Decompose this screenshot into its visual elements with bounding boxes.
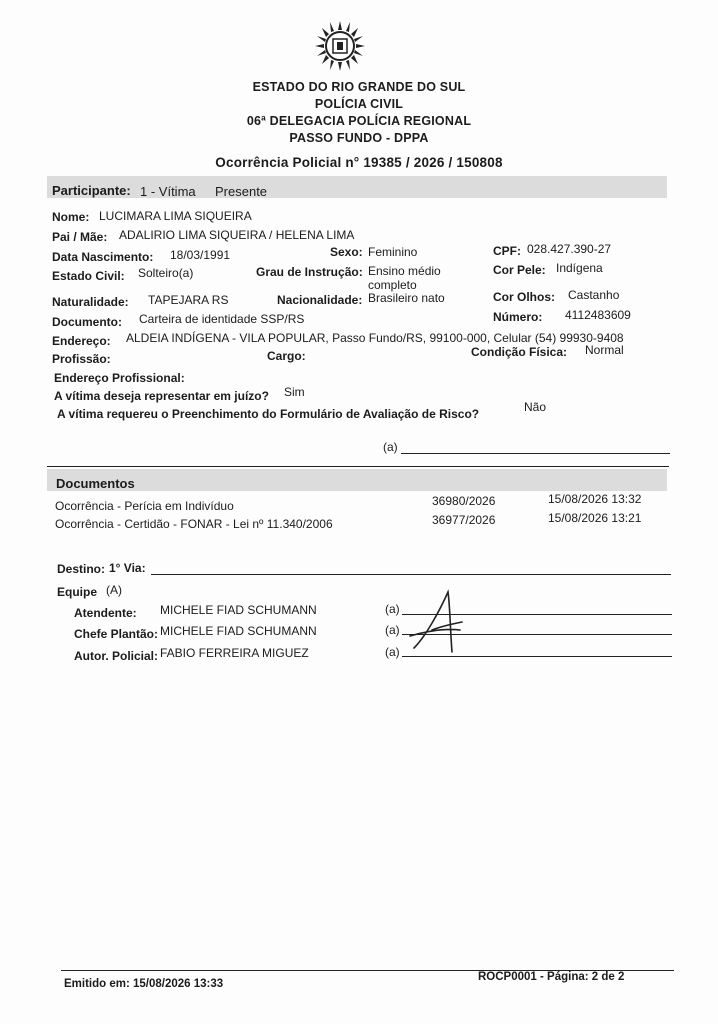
nome-label: Nome: (52, 210, 90, 224)
chefe-name: MICHELE FIAD SCHUMANN (160, 624, 317, 638)
atendente-sign-prefix: (a) (385, 602, 400, 616)
participant-presence: Presente (215, 184, 268, 199)
sexo-label: Sexo: (330, 245, 363, 259)
cor-pele-value: Indígena (556, 261, 603, 275)
naturalidade-label: Naturalidade: (52, 295, 129, 309)
chefe-label: Chefe Plantão: (74, 627, 159, 641)
participant-label: Participante: (52, 183, 131, 198)
destino-label: Destino: (57, 562, 105, 576)
estado-civil-value: Solteiro(a) (138, 266, 194, 280)
header-delegacia: 06ª DELEGACIA POLÍCIA REGIONAL (246, 114, 472, 128)
destino-line (151, 574, 671, 575)
documents-title: Documentos (56, 476, 135, 491)
instrucao-value-2: completo (368, 278, 417, 292)
documento-label: Documento: (52, 315, 122, 329)
naturalidade-value: TAPEJARA RS (148, 293, 229, 307)
state-crest-logo (314, 18, 366, 76)
profissao-label: Profissão: (52, 352, 111, 366)
destino-value: 1° Via: (109, 561, 146, 575)
atendente-name: MICHELE FIAD SCHUMANN (160, 603, 317, 617)
condicao-value: Normal (585, 343, 624, 357)
nome-value: LUCIMARA LIMA SIQUEIRA (99, 209, 252, 223)
juizo-answer: Sim (284, 385, 305, 399)
equipe-label: Equipe (57, 585, 98, 599)
instrucao-value-1: Ensino médio (368, 264, 441, 278)
cor-olhos-value: Castanho (568, 288, 620, 302)
handwritten-signature (404, 586, 470, 658)
document-row-2-desc: Ocorrência - Certidão - FONAR - Lei nº 11.340/2006 (55, 517, 333, 531)
instrucao-label: Grau de Instrução: (256, 265, 363, 279)
victim-signature-line (401, 453, 670, 454)
header-police: POLÍCIA CIVIL (314, 97, 404, 111)
autor-label: Autor. Policial: (74, 649, 159, 663)
autor-sign-prefix: (a) (385, 645, 400, 659)
endereco-profissional-label: Endereço Profissional: (54, 371, 185, 385)
document-row-1-desc: Ocorrência - Perícia em Indivíduo (55, 499, 234, 513)
header-state: ESTADO DO RIO GRANDE DO SUL (252, 80, 466, 94)
document-row-1-datetime: 15/08/2026 13:32 (548, 492, 642, 506)
document-row-2-number: 36977/2026 (432, 513, 496, 527)
victim-sign-prefix: (a) (383, 440, 398, 454)
cpf-label: CPF: (493, 244, 521, 258)
nascimento-value: 18/03/1991 (170, 248, 231, 262)
nacionalidade-value: Brasileiro nato (368, 291, 445, 305)
section-divider (47, 466, 669, 467)
page-number: ROCP0001 - Página: 2 de 2 (478, 971, 625, 983)
document-row-2-datetime: 15/08/2026 13:21 (548, 511, 642, 525)
endereco-value: ALDEIA INDÍGENA - VILA POPULAR, Passo Fundo/RS, 99100-000, Celular (54) 99930-9408 (126, 331, 624, 345)
endereco-label: Endereço: (52, 334, 111, 348)
pai-mae-value: ADALIRIO LIMA SIQUEIRA / HELENA LIMA (119, 228, 355, 242)
cargo-label: Cargo: (267, 349, 306, 363)
sexo-value: Feminino (368, 245, 418, 259)
numero-value: 4112483609 (565, 308, 631, 322)
participant-role: 1 - Vítima (140, 184, 196, 199)
documents-band (47, 469, 667, 491)
equipe-value: (A) (106, 583, 122, 597)
occurrence-number: Ocorrência Policial n° 19385 / 2026 / 150808 (215, 155, 503, 170)
header-city: PASSO FUNDO - DPPA (289, 131, 429, 145)
cor-pele-label: Cor Pele: (493, 263, 546, 277)
documento-value: Carteira de identidade SSP/RS (139, 312, 305, 326)
nacionalidade-label: Nacionalidade: (277, 293, 363, 307)
numero-label: Número: (493, 310, 543, 324)
condicao-label: Condição Física: (471, 345, 568, 359)
risco-answer: Não (524, 400, 547, 414)
estado-civil-label: Estado Civil: (52, 269, 125, 283)
emitido-em: Emitido em: 15/08/2026 13:33 (64, 978, 224, 990)
risco-question: A vítima requereu o Preenchimento do Formulário de Avaliação de Risco? (57, 407, 480, 421)
pai-mae-label: Pai / Mãe: (52, 230, 108, 244)
atendente-label: Atendente: (74, 606, 137, 620)
autor-name: FABIO FERREIRA MIGUEZ (160, 646, 309, 660)
cor-olhos-label: Cor Olhos: (493, 290, 555, 304)
document-row-1-number: 36980/2026 (432, 494, 496, 508)
juizo-question: A vítima deseja representar em juízo? (54, 389, 269, 403)
nascimento-label: Data Nascimento: (52, 250, 154, 264)
cpf-value: 028.427.390-27 (527, 242, 612, 256)
chefe-sign-prefix: (a) (385, 623, 400, 637)
